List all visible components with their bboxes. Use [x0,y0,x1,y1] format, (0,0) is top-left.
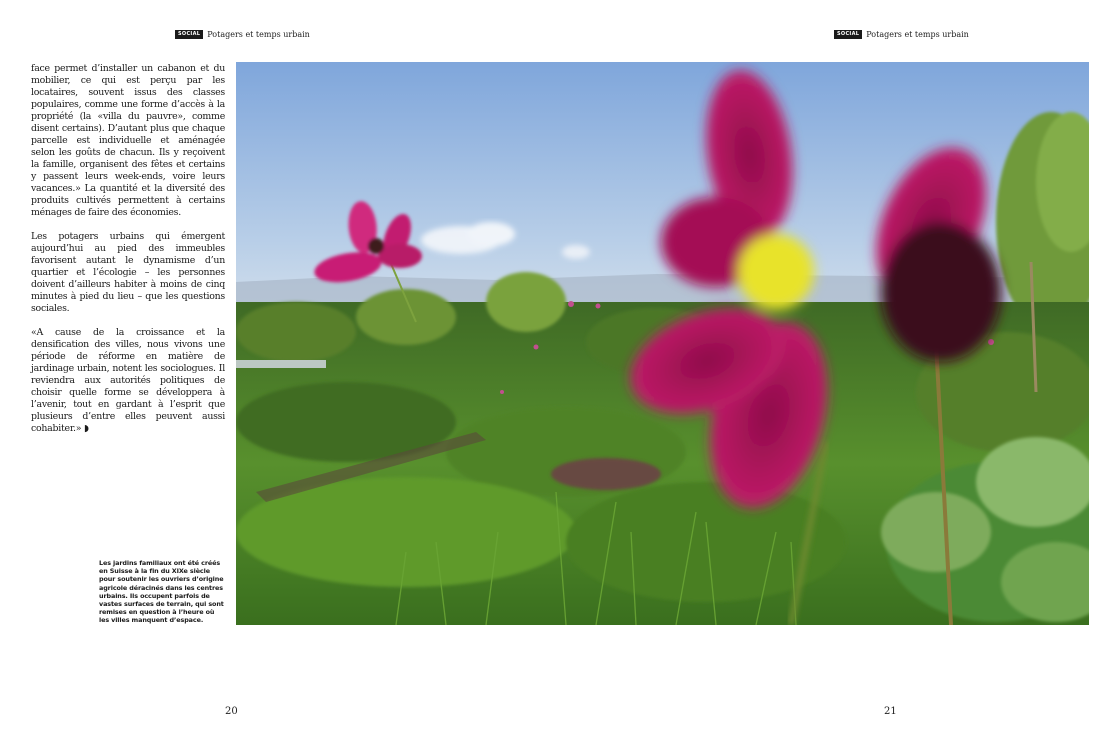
garden-photo [236,62,1089,625]
page-number-left: 20 [225,706,238,717]
article-body [31,63,225,447]
section-badge: SOCIAL [834,30,862,39]
running-head-title: Potagers et temps urbain [866,30,969,39]
running-head-right [834,30,969,39]
paragraph: «A cause de la croissance et la densification des villes, nous vivons une période de réforme en matière de jardinage urbain, notent les sociologues. Il reviendra aux autorités politiques de choisir quelle forme se développera à l’avenir, tout en gardant à l’esprit que plusieurs d’entre elles peuvent aussi cohabiter.» ◗ [31,327,225,434]
running-head-left [175,30,310,39]
page-number-right: 21 [884,706,897,717]
running-head-title: Potagers et temps urbain [207,30,310,39]
photo-caption: Les jardins familiaux ont été créés en Suisse à la fin du XIXe siècle pour soutenir les ouvriers d’origine agricole déracinés dans les centres urbains. Ils occupent parfois de vastes surfaces de terrain, qui sont remises en question à l’heure où les villes manquent d’espace. [99,559,224,625]
section-badge: SOCIAL [175,30,203,39]
paragraph: Les potagers urbains qui émergent aujourd’hui au pied des immeubles favorisent autant le dynamisme d’un quartier et l’écologie – les personnes doivent d’ailleurs habiter à moins de cinq minutes à pied du lieu – que les questions sociales. [31,231,225,314]
paragraph: face permet d’installer un cabanon et du mobilier, ce qui est perçu par les locataires, souvent issus des classes populaires, comme une forme d’accès à la propriété (la «villa du pauvre», comme disent certains). D’autant plus que chaque parcelle est individuelle et aménagée selon les goûts de chacun. Ils y reçoivent la famille, organisent des fêtes et certains y passent leurs week-ends, voire leurs vacances.» La quantité et la diversité des produits cultivés permettent à certains ménages de faire des économies. [31,63,225,218]
